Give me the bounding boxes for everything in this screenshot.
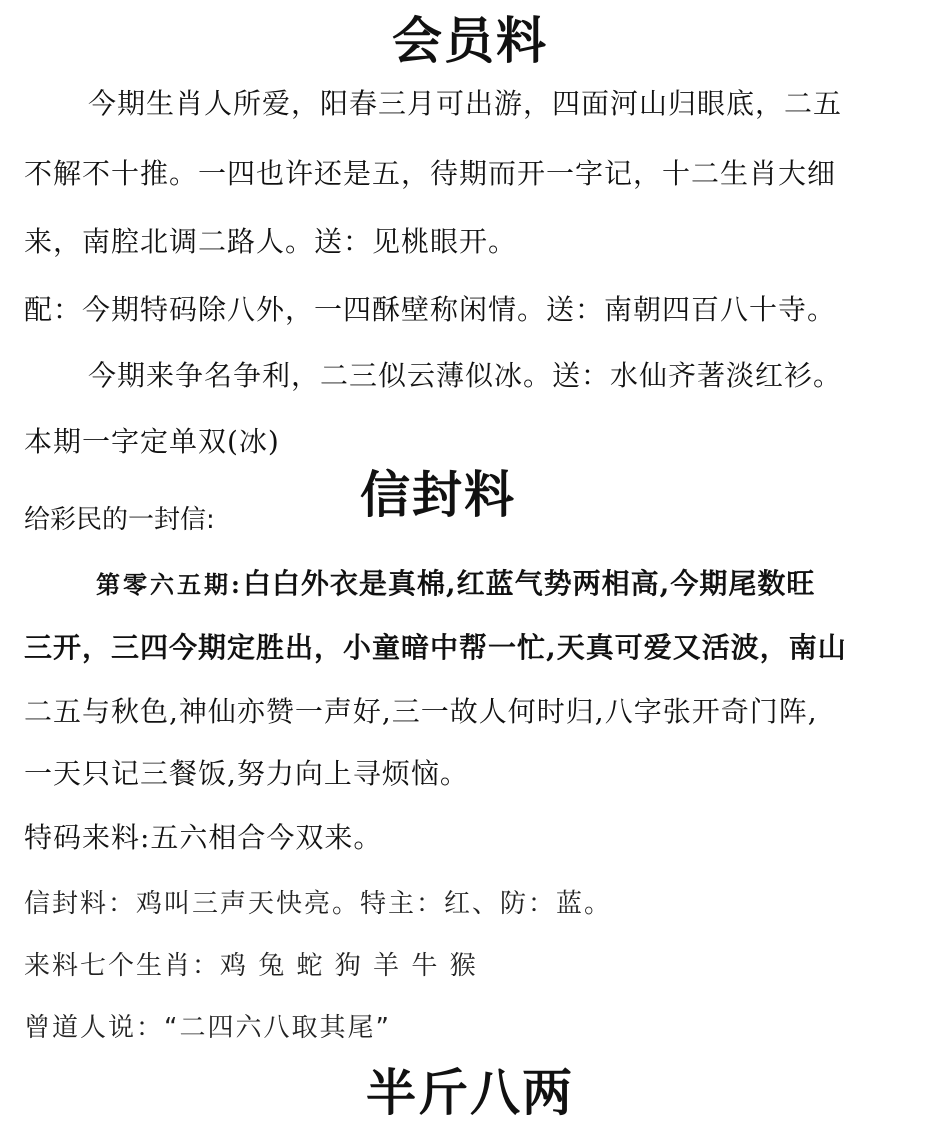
- member-line-2: 不解不十推。一四也许还是五，待期而开一字记，十二生肖大细: [24, 157, 837, 190]
- member-line-1: 今期生肖人所爱，阳春三月可出游，四面河山归眼底，二五: [88, 87, 843, 120]
- envelope-line-2: 三开，三四今期定胜出，小童暗中帮一忙,天真可爱又活波，南山: [24, 631, 847, 664]
- member-line-4: 配：今期特码除八外，一四酥壁称闲情。送：南朝四百八十寺。: [24, 293, 837, 326]
- member-line-3: 来，南腔北调二路人。送：见桃眼开。: [24, 225, 518, 258]
- envelope-line-3: 二五与秋色,神仙亦赞一声好,三一故人何时归,八字张开奇门阵,: [24, 695, 818, 728]
- footer-title: 半斤八两: [366, 1063, 574, 1122]
- envelope-line-5: 特码来料:五六相合今双来。: [24, 821, 383, 854]
- envelope-line-7: 来料七个生肖：鸡 兔 蛇 狗 羊 牛 猴: [24, 951, 478, 981]
- envelope-line-1: [96, 564, 815, 605]
- envelope-line-8: 曾道人说：“二四六八取其尾”: [24, 1013, 391, 1043]
- envelope-line-6: 信封料：鸡叫三声天快亮。特主：红、防：蓝。: [24, 889, 613, 919]
- member-line-5: 今期来争名争利，二三似云薄似冰。送：水仙齐著淡红衫。: [88, 359, 843, 392]
- member-line-6: 本期一字定单双(冰): [24, 425, 280, 458]
- envelope-greeting: 给彩民的一封信:: [24, 505, 215, 535]
- envelope-section-title: 信封料: [360, 465, 516, 524]
- member-section-title: 会员料: [392, 11, 548, 70]
- envelope-line-1-text: 白白外衣是真棉,红蓝气势两相高,今期尾数旺: [242, 567, 816, 600]
- issue-prefix: 第零六五期:: [96, 570, 243, 599]
- envelope-line-4: 一天只记三餐饭,努力向上寻烦恼。: [24, 757, 469, 790]
